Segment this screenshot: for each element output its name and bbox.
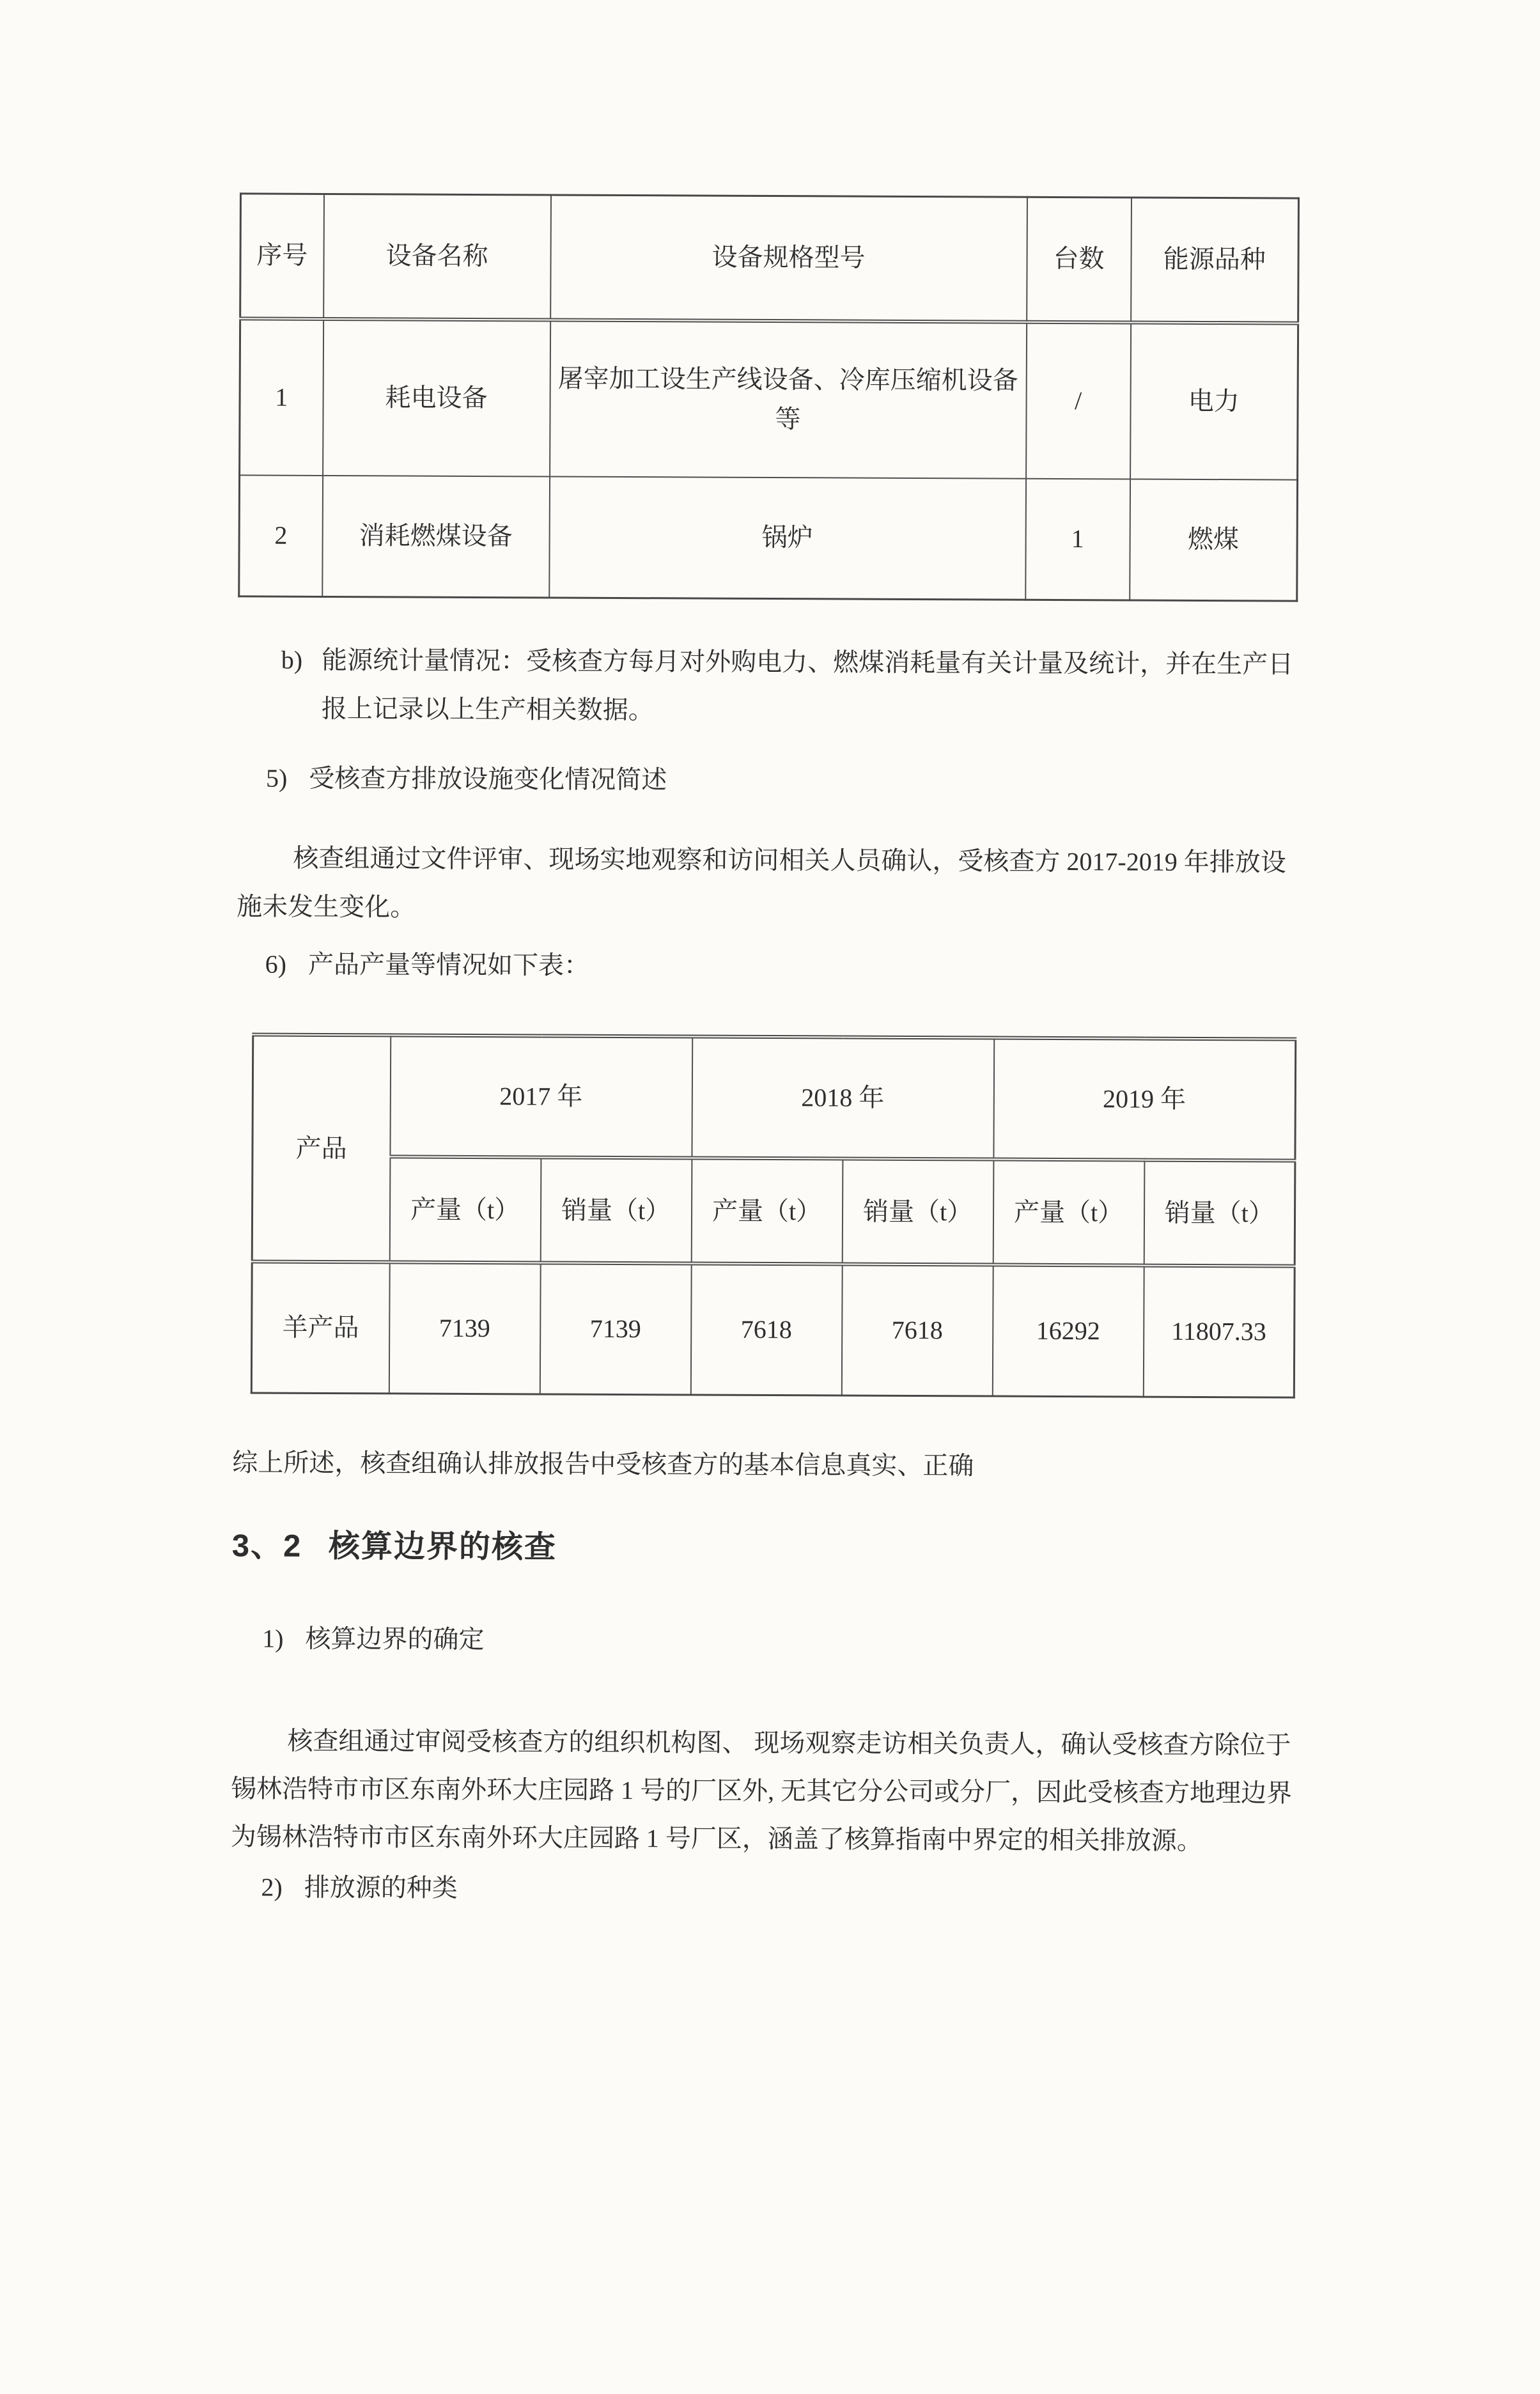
col-header-unit-count: 台数: [1027, 197, 1132, 322]
subheader-output: 产量（t）: [691, 1158, 843, 1264]
year-header-2018: 2018 年: [692, 1036, 994, 1159]
paragraph-boundary: 核查组通过审阅受核查方的组织机构图、 现场观察走访相关负责人，确认受核查方除位于锡林浩特市市区东南外环大庄园路 1 号的厂区外, 无其它分公司或分厂，因此受核查方地理边界为锡林浩特市市区东南外环大庄园路 1 号厂区，涵盖了核算指南中界定的相关排放源。: [230, 1726, 1293, 1855]
cell-sales-2019: 11807.33: [1143, 1266, 1295, 1397]
col-header-device-spec: 设备规格型号: [550, 195, 1027, 322]
col-header-device-name: 设备名称: [323, 194, 551, 320]
production-table: [251, 1032, 1296, 1398]
section-5-title: 受核查方排放设施变化情况简述: [309, 763, 667, 795]
subsection-1-marker: 1): [262, 1624, 284, 1653]
paragraph-facility-change: 核查组通过文件评审、现场实地观察和访问相关人员确认，受核查方 2017-2019 年排放设施未发生变化。: [237, 843, 1286, 922]
table-row: [240, 318, 1298, 479]
equipment-table-header-row: [240, 194, 1299, 323]
subsection-1-title: 核算边界的确定: [305, 1624, 485, 1654]
cell-energy-type: 电力: [1130, 322, 1298, 479]
cell-device-name: 消耗燃煤设备: [322, 475, 550, 598]
section-5-heading: [266, 761, 1537, 802]
list-item-b: [281, 636, 1301, 738]
corner-cell-product: 产品: [252, 1034, 391, 1262]
section-6-title: 产品产量等情况如下表：: [307, 949, 590, 980]
year-header-2019: 2019 年: [993, 1038, 1296, 1161]
subheader-output: 产量（t）: [993, 1160, 1144, 1266]
subheader-output: 产量（t）: [389, 1156, 541, 1263]
table-row: [251, 1261, 1295, 1397]
cell-sales-2018: 7618: [841, 1264, 993, 1396]
subheader-sales: 销量（t）: [540, 1157, 692, 1263]
section-6-heading: [265, 947, 1537, 988]
cell-product-name: 羊产品: [251, 1261, 389, 1393]
production-table-year-row: [253, 1034, 1296, 1160]
cell-sales-2017: 7139: [540, 1263, 691, 1394]
equipment-table: [238, 192, 1300, 602]
cell-device-spec: 屠宰加工设生产线设备、冷库压缩机设备等: [550, 320, 1027, 478]
list-item-b-text: 能源统计量情况：受核查方每月对外购电力、燃煤消耗量有关计量及统计，并在生产日报上记录以上生产相关数据。: [321, 645, 1294, 725]
cell-energy-type: 燃煤: [1130, 479, 1298, 601]
cell-unit-count: /: [1026, 322, 1131, 479]
subsection-1-heading: [262, 1621, 1534, 1662]
cell-output-2019: 16292: [992, 1265, 1144, 1397]
subsection-2-marker: 2): [261, 1872, 283, 1902]
subheader-sales: 销量（t）: [1144, 1160, 1295, 1266]
list-item-b-marker: b): [281, 645, 303, 674]
section-5-marker: 5): [265, 763, 288, 793]
year-header-2017: 2017 年: [390, 1035, 692, 1158]
section-3-2-number: 3、2: [231, 1528, 302, 1564]
section-6-marker: 6): [265, 949, 287, 979]
cell-output-2018: 7618: [690, 1263, 842, 1395]
subsection-2-heading: [261, 1869, 1532, 1911]
table-row: [239, 475, 1298, 601]
cell-index: 1: [240, 318, 323, 476]
subsection-2-title: 排放源的种类: [304, 1872, 458, 1902]
document-page: [0, 192, 1540, 2394]
cell-device-spec: 锅炉: [549, 476, 1026, 600]
col-header-energy-type: 能源品种: [1131, 198, 1299, 323]
cell-output-2017: 7139: [389, 1262, 540, 1394]
cell-index: 2: [239, 475, 323, 597]
section-3-2-heading: [232, 1525, 1534, 1573]
subheader-sales: 销量（t）: [842, 1159, 993, 1265]
section-3-2-title: 核算边界的核查: [328, 1528, 557, 1565]
cell-unit-count: 1: [1025, 478, 1130, 600]
summary-paragraph: 综上所述，核查组确认排放报告中受核查方的基本信息真实、正确: [232, 1447, 974, 1480]
col-header-index: 序号: [240, 194, 324, 319]
cell-device-name: 耗电设备: [323, 318, 550, 476]
production-table-subheader-row: [252, 1156, 1295, 1266]
